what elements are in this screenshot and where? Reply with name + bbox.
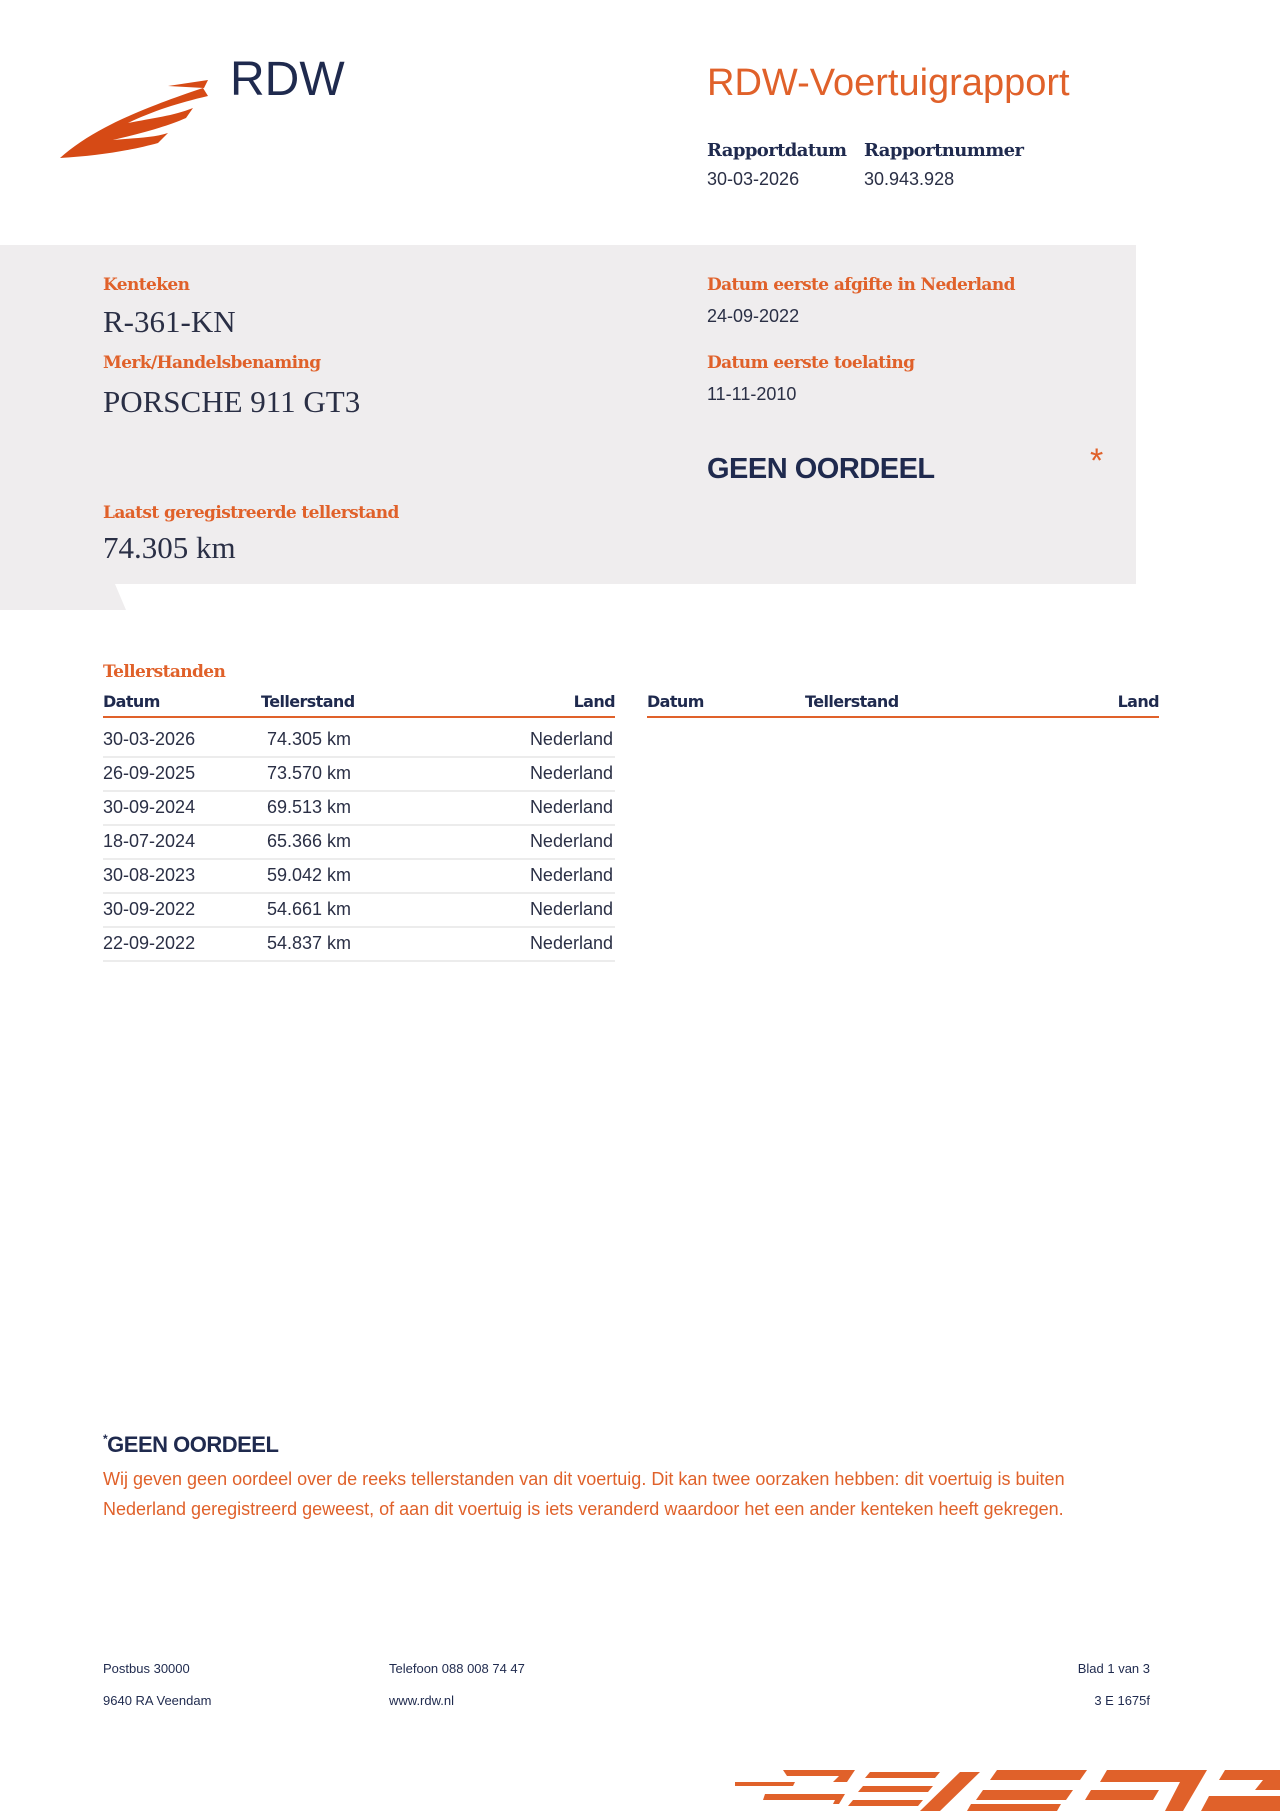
- cell-date: 30-09-2024: [103, 797, 196, 817]
- table-row: [103, 824, 615, 860]
- cell-odometer: 54.837 km: [267, 933, 352, 953]
- cell-country: Nederland: [529, 763, 613, 783]
- odometer-value: 74.305 km: [103, 530, 236, 565]
- col-date-header: Datum: [103, 692, 160, 711]
- report-title: RDW-Voertuigrapport: [707, 62, 1070, 104]
- table-row: [103, 756, 615, 792]
- cell-date: 18-07-2024: [103, 831, 196, 851]
- footer-city: 9640 RA Veendam: [103, 1693, 212, 1708]
- footer-po-box: Postbus 30000: [103, 1661, 190, 1676]
- col-date-header-right: Datum: [647, 692, 704, 711]
- cell-odometer: 73.570 km: [267, 763, 352, 783]
- readings-table-header-right: [647, 692, 1159, 718]
- report-date-label: Rapportdatum: [707, 140, 847, 161]
- report-number-label: Rapportnummer: [864, 140, 1024, 161]
- brand-label: Merk/Handelsbenaming: [103, 353, 321, 373]
- table-row: [103, 892, 615, 928]
- brand-value: PORSCHE 911 GT3: [103, 384, 361, 419]
- cell-date: 26-09-2025: [103, 763, 196, 783]
- readings-table-right: [647, 692, 1159, 718]
- footnote-marker: *: [103, 1432, 108, 1446]
- report-number-value: 30.943.928: [864, 169, 955, 189]
- table-row: [103, 858, 615, 894]
- cell-country: Nederland: [529, 831, 613, 851]
- odometer-label: Laatst geregistreerde tellerstand: [103, 503, 399, 523]
- table-row: [103, 926, 615, 962]
- readings-section-title: Tellerstanden: [103, 662, 226, 682]
- footer-phone: Telefoon 088 008 74 47: [389, 1661, 525, 1676]
- cell-date: 30-08-2023: [103, 865, 196, 885]
- cell-date: 30-03-2026: [103, 729, 196, 749]
- cell-date: 22-09-2022: [103, 933, 196, 953]
- readings-table-header: [103, 692, 615, 718]
- footnote-title: [103, 1432, 278, 1458]
- cell-country: Nederland: [529, 899, 613, 919]
- readings-table-left: [103, 692, 615, 953]
- col-country-header: Land: [573, 692, 615, 711]
- cell-country: Nederland: [529, 933, 613, 953]
- col-odometer-header-right: Tellerstand: [805, 692, 899, 711]
- decorative-stripes-icon: [735, 1760, 1280, 1811]
- cell-country: Nederland: [529, 865, 613, 885]
- first-admission-value: 11-11-2010: [707, 384, 797, 404]
- cell-date: 30-09-2022: [103, 899, 196, 919]
- cell-country: Nederland: [529, 729, 613, 749]
- first-admission-label: Datum eerste toelating: [707, 353, 915, 373]
- report-date-value: 30-03-2026: [707, 169, 800, 189]
- footer-website[interactable]: www.rdw.nl: [389, 1693, 455, 1708]
- verdict-status: GEEN OORDEEL: [707, 453, 935, 485]
- footer-page: Blad 1 van 3: [1077, 1661, 1150, 1676]
- col-country-header-right: Land: [1117, 692, 1159, 711]
- cell-odometer: 54.661 km: [267, 899, 352, 919]
- panel-notch: [0, 584, 150, 610]
- cell-odometer: 69.513 km: [267, 797, 352, 817]
- table-row: [103, 722, 615, 758]
- col-odometer-header: Tellerstand: [261, 692, 355, 711]
- plate-label: Kenteken: [103, 275, 190, 295]
- rdw-logo-icon: [58, 78, 213, 163]
- logo-text: RDW: [230, 53, 345, 106]
- verdict-marker: *: [1090, 442, 1104, 480]
- cell-odometer: 74.305 km: [267, 729, 352, 749]
- first-issue-nl-value: 24-09-2022: [707, 306, 800, 326]
- cell-country: Nederland: [529, 797, 613, 817]
- cell-odometer: 59.042 km: [267, 865, 352, 885]
- cell-odometer: 65.366 km: [267, 831, 352, 851]
- footnote-text: Wij geven geen oordeel over de reeks tellerstanden van dit voertuig. Dit kan twee oorzaken hebben: dit voertuig is buiten Nederland geregistreerd geweest, of aan dit voertuig is iets veranderd waardoor het een ander kenteken heeft gekregen.: [103, 1469, 1065, 1519]
- plate-value: R-361-KN: [103, 304, 236, 339]
- footer-code: 3 E 1675f: [1094, 1693, 1150, 1708]
- first-issue-nl-label: Datum eerste afgifte in Nederland: [707, 275, 1015, 295]
- table-row: [103, 790, 615, 826]
- footnote-title-text: GEEN OORDEEL: [107, 1432, 279, 1457]
